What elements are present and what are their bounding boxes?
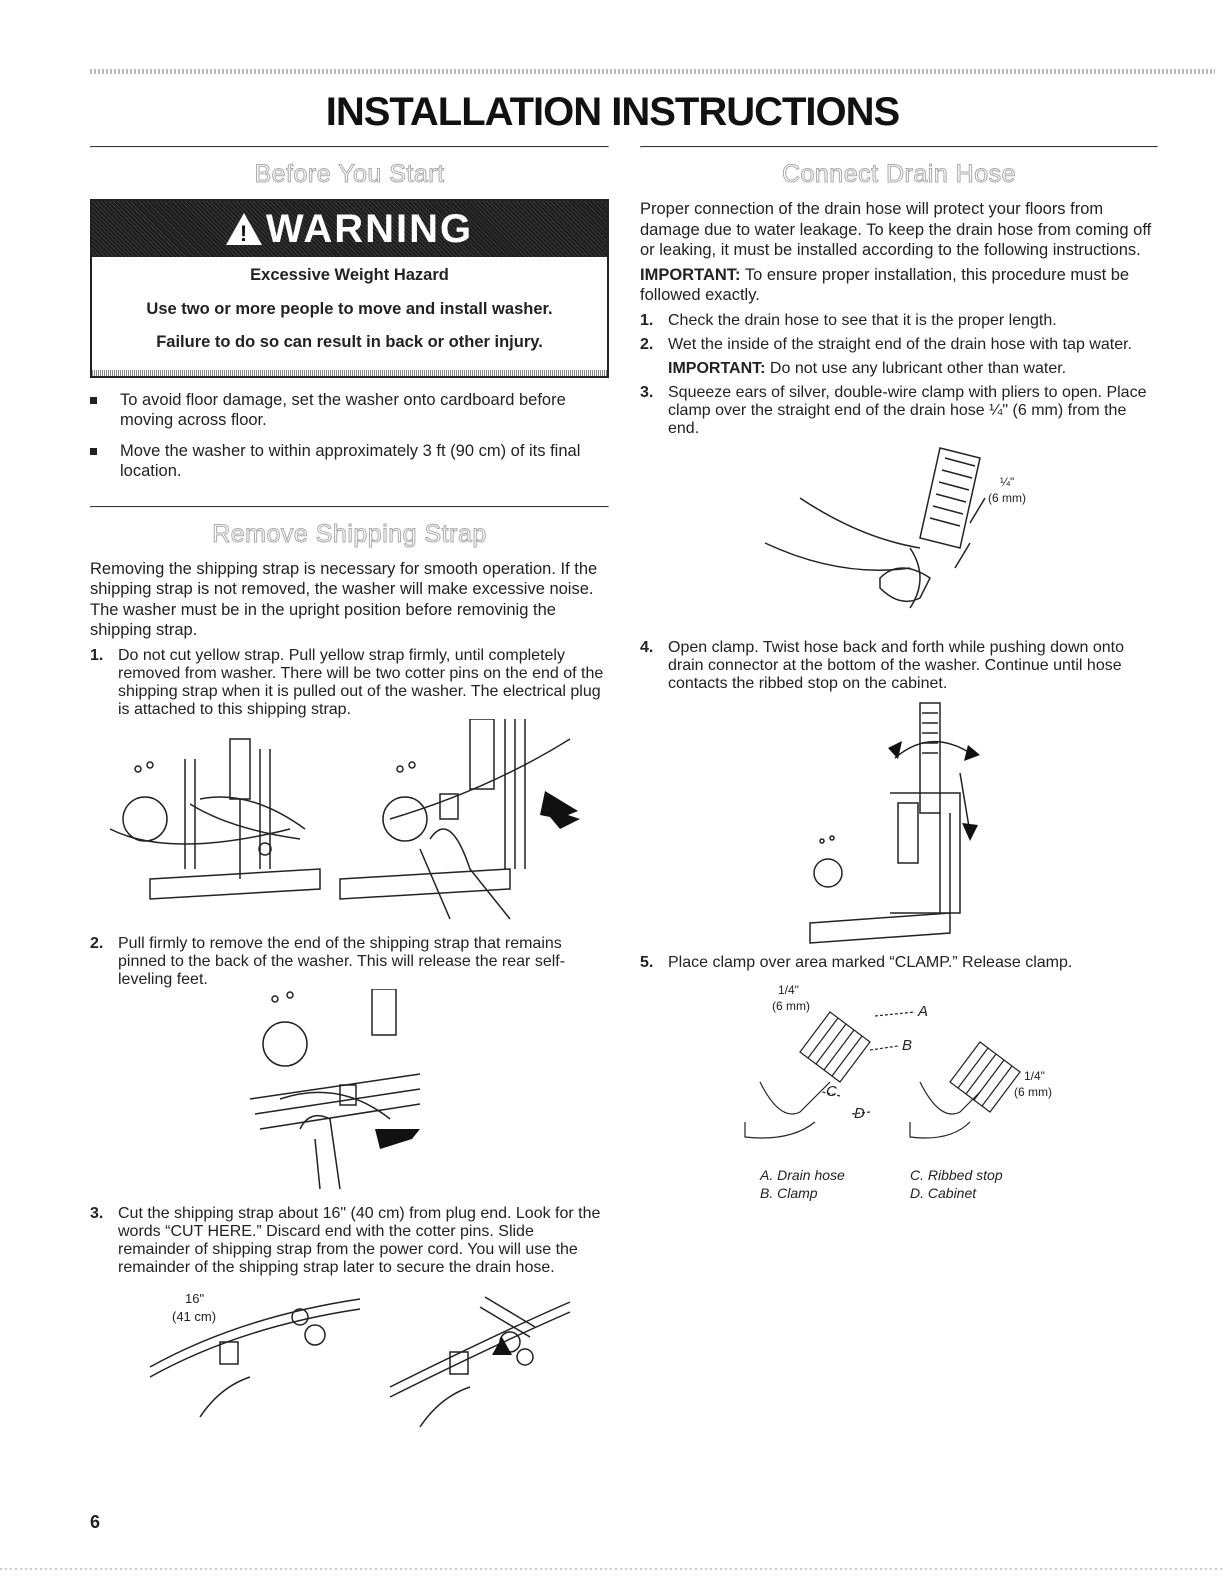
step-2-important: IMPORTANT: Do not use any lubricant other than water. xyxy=(668,359,1067,377)
step-4 xyxy=(640,639,1158,693)
section-divider xyxy=(90,506,609,508)
section-divider xyxy=(640,146,1158,148)
section-heading-remove-shipping-strap: Remove Shipping Strap xyxy=(212,519,487,548)
diagram-label-right-inch: 1/4" xyxy=(1024,1068,1045,1083)
cut-length-label: 16" xyxy=(185,1290,205,1306)
page-title: INSTALLATION INSTRUCTIONS xyxy=(325,90,900,134)
step-2-text: Wet the inside of the straight end of the drain hose with tap water. xyxy=(668,335,1132,353)
warning-body xyxy=(92,257,607,370)
diagram-letter-d: D xyxy=(854,1104,865,1122)
important-text: To ensure proper installation, this procedure must be followed exactly. xyxy=(640,265,1130,304)
step-number: 1. xyxy=(640,311,654,329)
step-number: 5. xyxy=(640,953,654,971)
warning-label: WARNING xyxy=(265,206,474,251)
step-text: Place clamp over area marked “CLAMP.” Release clamp. xyxy=(668,953,1073,971)
step-5 xyxy=(640,954,1158,972)
section-heading-before-you-start: Before You Start xyxy=(254,160,445,188)
diagram-letter-b: B xyxy=(902,1036,913,1054)
diagram-label-left-inch: 1/4" xyxy=(778,982,799,997)
twist-arrow-icon xyxy=(895,741,970,757)
strap-removal-illustration xyxy=(90,719,609,929)
diagram-label-left-mm: (6 mm) xyxy=(772,998,810,1013)
diagram-letter-a: A xyxy=(918,1002,929,1020)
list-item: Move the washer to within approximately 3 ft (90 cm) of its final location. xyxy=(90,441,609,482)
diagram-label-right-mm: (6 mm) xyxy=(1014,1084,1052,1099)
warning-footer-stripe xyxy=(92,370,607,376)
diagram-letter-c: C xyxy=(826,1082,837,1100)
legend-item: A. Drain hose xyxy=(760,1166,845,1183)
arrow-icon xyxy=(540,791,580,829)
legend-item: D. Cabinet xyxy=(910,1184,977,1201)
step-text: Pull firmly to remove the end of the shipping strap that remains pinned to the back of the washer. This will release the rear self-leveling feet. xyxy=(118,934,566,988)
warning-line-2: Failure to do so can result in back or other injury. xyxy=(156,333,543,351)
step-text: Do not cut yellow strap. Pull yellow strap firmly, until completely removed from washer. There will be two cotter pins on the end of the shipping strap when it is pulled out of the washer. The electrical plug is attached to this shipping strap. xyxy=(118,646,604,718)
legend-item: B. Clamp xyxy=(760,1184,818,1201)
clamp-placement-illustration xyxy=(640,438,1158,633)
bottom-dotted-rule xyxy=(0,1568,1225,1570)
step-number: 2. xyxy=(90,934,104,952)
step-3 xyxy=(90,1205,609,1277)
washer-foot-icon xyxy=(123,797,167,841)
remove-strap-intro: Removing the shipping strap is necessary for smooth operation. If the shipping strap is not removed, the washer will make excessive noise. The washer must be in the upright position before removinig the shipping strap. xyxy=(90,559,598,639)
hose-install-illustration xyxy=(640,693,1158,948)
left-column xyxy=(90,146,609,1427)
step-text: Open clamp. Twist hose back and forth while pushing down onto drain connector at the bottom of the washer. Continue until hose contacts the ribbed stop on the cabinet. xyxy=(668,638,1124,692)
step-1 xyxy=(90,647,609,719)
step-3 xyxy=(640,384,1158,438)
clamp-distance-label: ¼" xyxy=(1000,474,1015,489)
step-text: Cut the shipping strap about 16" (40 cm) from plug end. Look for the words “CUT HERE.” Discard end with the cotter pins. Slide remainder of shipping strap from the power cord. You will use the remainder of the shipping strap later to secure the drain hose. xyxy=(118,1204,601,1276)
warning-line-1: Use two or more people to move and install washer. xyxy=(146,299,553,318)
section-divider xyxy=(90,146,609,148)
step-text: Squeeze ears of silver, double-wire clamp with pliers to open. Place clamp over the straight end of the drain hose ¼" (6 mm) from the end. xyxy=(668,383,1147,437)
step-number: 4. xyxy=(640,638,654,656)
clamp-position-diagram xyxy=(640,972,1158,1172)
step-text: Check the drain hose to see that it is the proper length. xyxy=(668,311,1057,329)
step-2 xyxy=(90,935,609,989)
cut-length-metric-label: (41 cm) xyxy=(172,1308,217,1324)
warning-hazard: Excessive Weight Hazard xyxy=(250,266,449,284)
step-number: 1. xyxy=(90,646,104,664)
rear-strap-illustration xyxy=(90,989,609,1199)
step-number: 3. xyxy=(90,1204,104,1222)
step-2 xyxy=(640,336,1158,378)
important-label: IMPORTANT: xyxy=(640,265,741,284)
warning-box xyxy=(90,199,609,378)
important-note xyxy=(640,265,1158,306)
clamp-distance-metric-label: (6 mm) xyxy=(988,490,1026,505)
page-number: 6 xyxy=(90,1512,101,1532)
step-number: 2. xyxy=(640,335,654,353)
warning-header xyxy=(92,201,607,257)
legend-item: C. Ribbed stop xyxy=(910,1166,1003,1183)
step-1 xyxy=(640,312,1158,330)
drain-hose-intro: Proper connection of the drain hose will protect your floors from damage due to water leakage. To keep the drain hose from coming off or leaking, it must be installed according to the following instructions. xyxy=(640,200,1152,259)
list-item: To avoid floor damage, set the washer onto cardboard before moving across floor. xyxy=(90,390,609,431)
step-number: 3. xyxy=(640,383,654,401)
arrow-icon xyxy=(375,1129,420,1149)
cut-strap-illustration xyxy=(90,1277,609,1427)
step-text xyxy=(668,336,1158,378)
warning-triangle-icon: ! xyxy=(226,213,262,245)
before-you-start-list xyxy=(90,390,609,482)
top-dotted-rule xyxy=(90,69,1215,74)
scissors-icon xyxy=(305,1325,325,1345)
right-column xyxy=(640,146,1158,1202)
section-heading-connect-drain-hose: Connect Drain Hose xyxy=(781,160,1017,188)
